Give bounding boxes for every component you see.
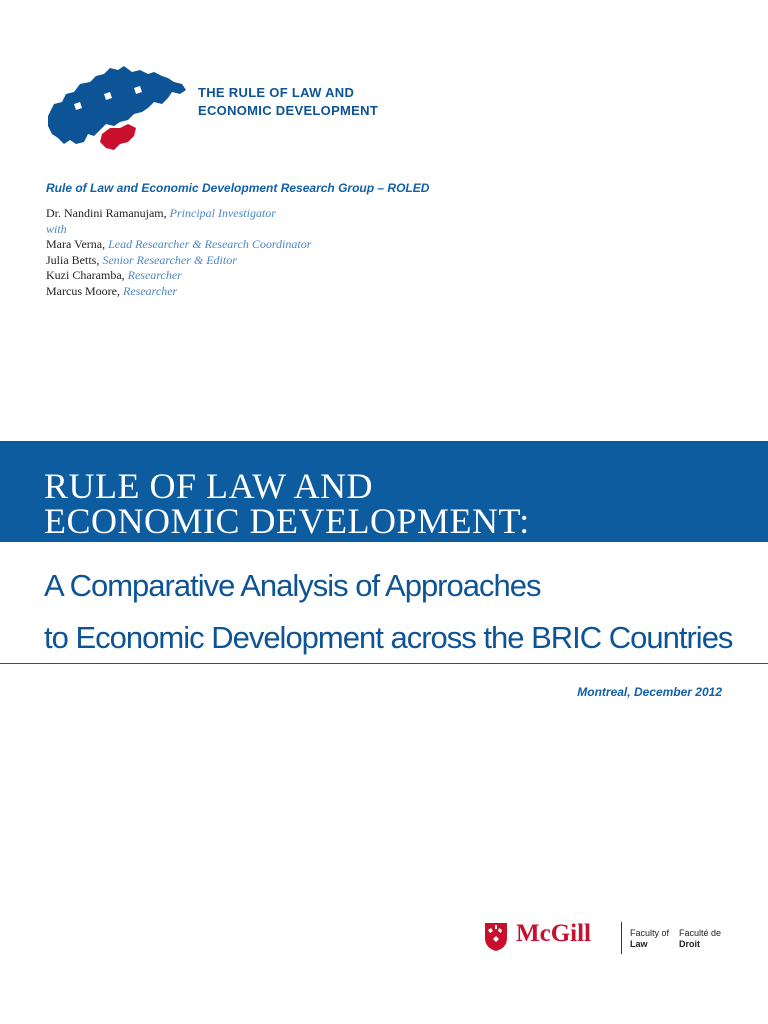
- mcgill-crest-icon: [484, 922, 508, 952]
- author-list: [46, 206, 311, 300]
- with-label: with: [46, 221, 67, 236]
- document-subtitle: A Comparative Analysis of Approaches to Economic Development across the BRIC Countries: [44, 568, 733, 655]
- bric-map-logo-icon: [44, 64, 188, 158]
- logo-title-line1: THE RULE OF LAW AND: [198, 85, 355, 100]
- mcgill-logo: [484, 918, 744, 958]
- author-line: Dr. Nandini Ramanujam, Principal Investigator: [46, 206, 276, 220]
- logo-title-line2: ECONOMIC DEVELOPMENT: [198, 103, 379, 118]
- author-line: Marcus Moore, Researcher: [46, 283, 178, 298]
- divider: [0, 663, 768, 664]
- research-group-title: Rule of Law and Economic Development Research Group – ROLED: [46, 181, 430, 195]
- logo-title: [198, 84, 378, 120]
- mcgill-wordmark: McGill: [516, 920, 591, 947]
- title-banner: [0, 441, 768, 542]
- faculty-french: Faculté de Droit: [679, 928, 722, 949]
- author-line: Mara Verna, Lead Researcher & Research Coordinator: [46, 237, 312, 252]
- faculty-english: Faculty of Law: [630, 928, 670, 949]
- document-title: RULE OF LAW AND ECONOMIC DEVELOPMENT:: [44, 466, 530, 541]
- author-line: Julia Betts, Senior Researcher & Editor: [46, 252, 237, 267]
- author-line: Kuzi Charamba, Researcher: [46, 268, 182, 283]
- logo-separator: [621, 922, 622, 954]
- publication-date: Montreal, December 2012: [577, 685, 722, 699]
